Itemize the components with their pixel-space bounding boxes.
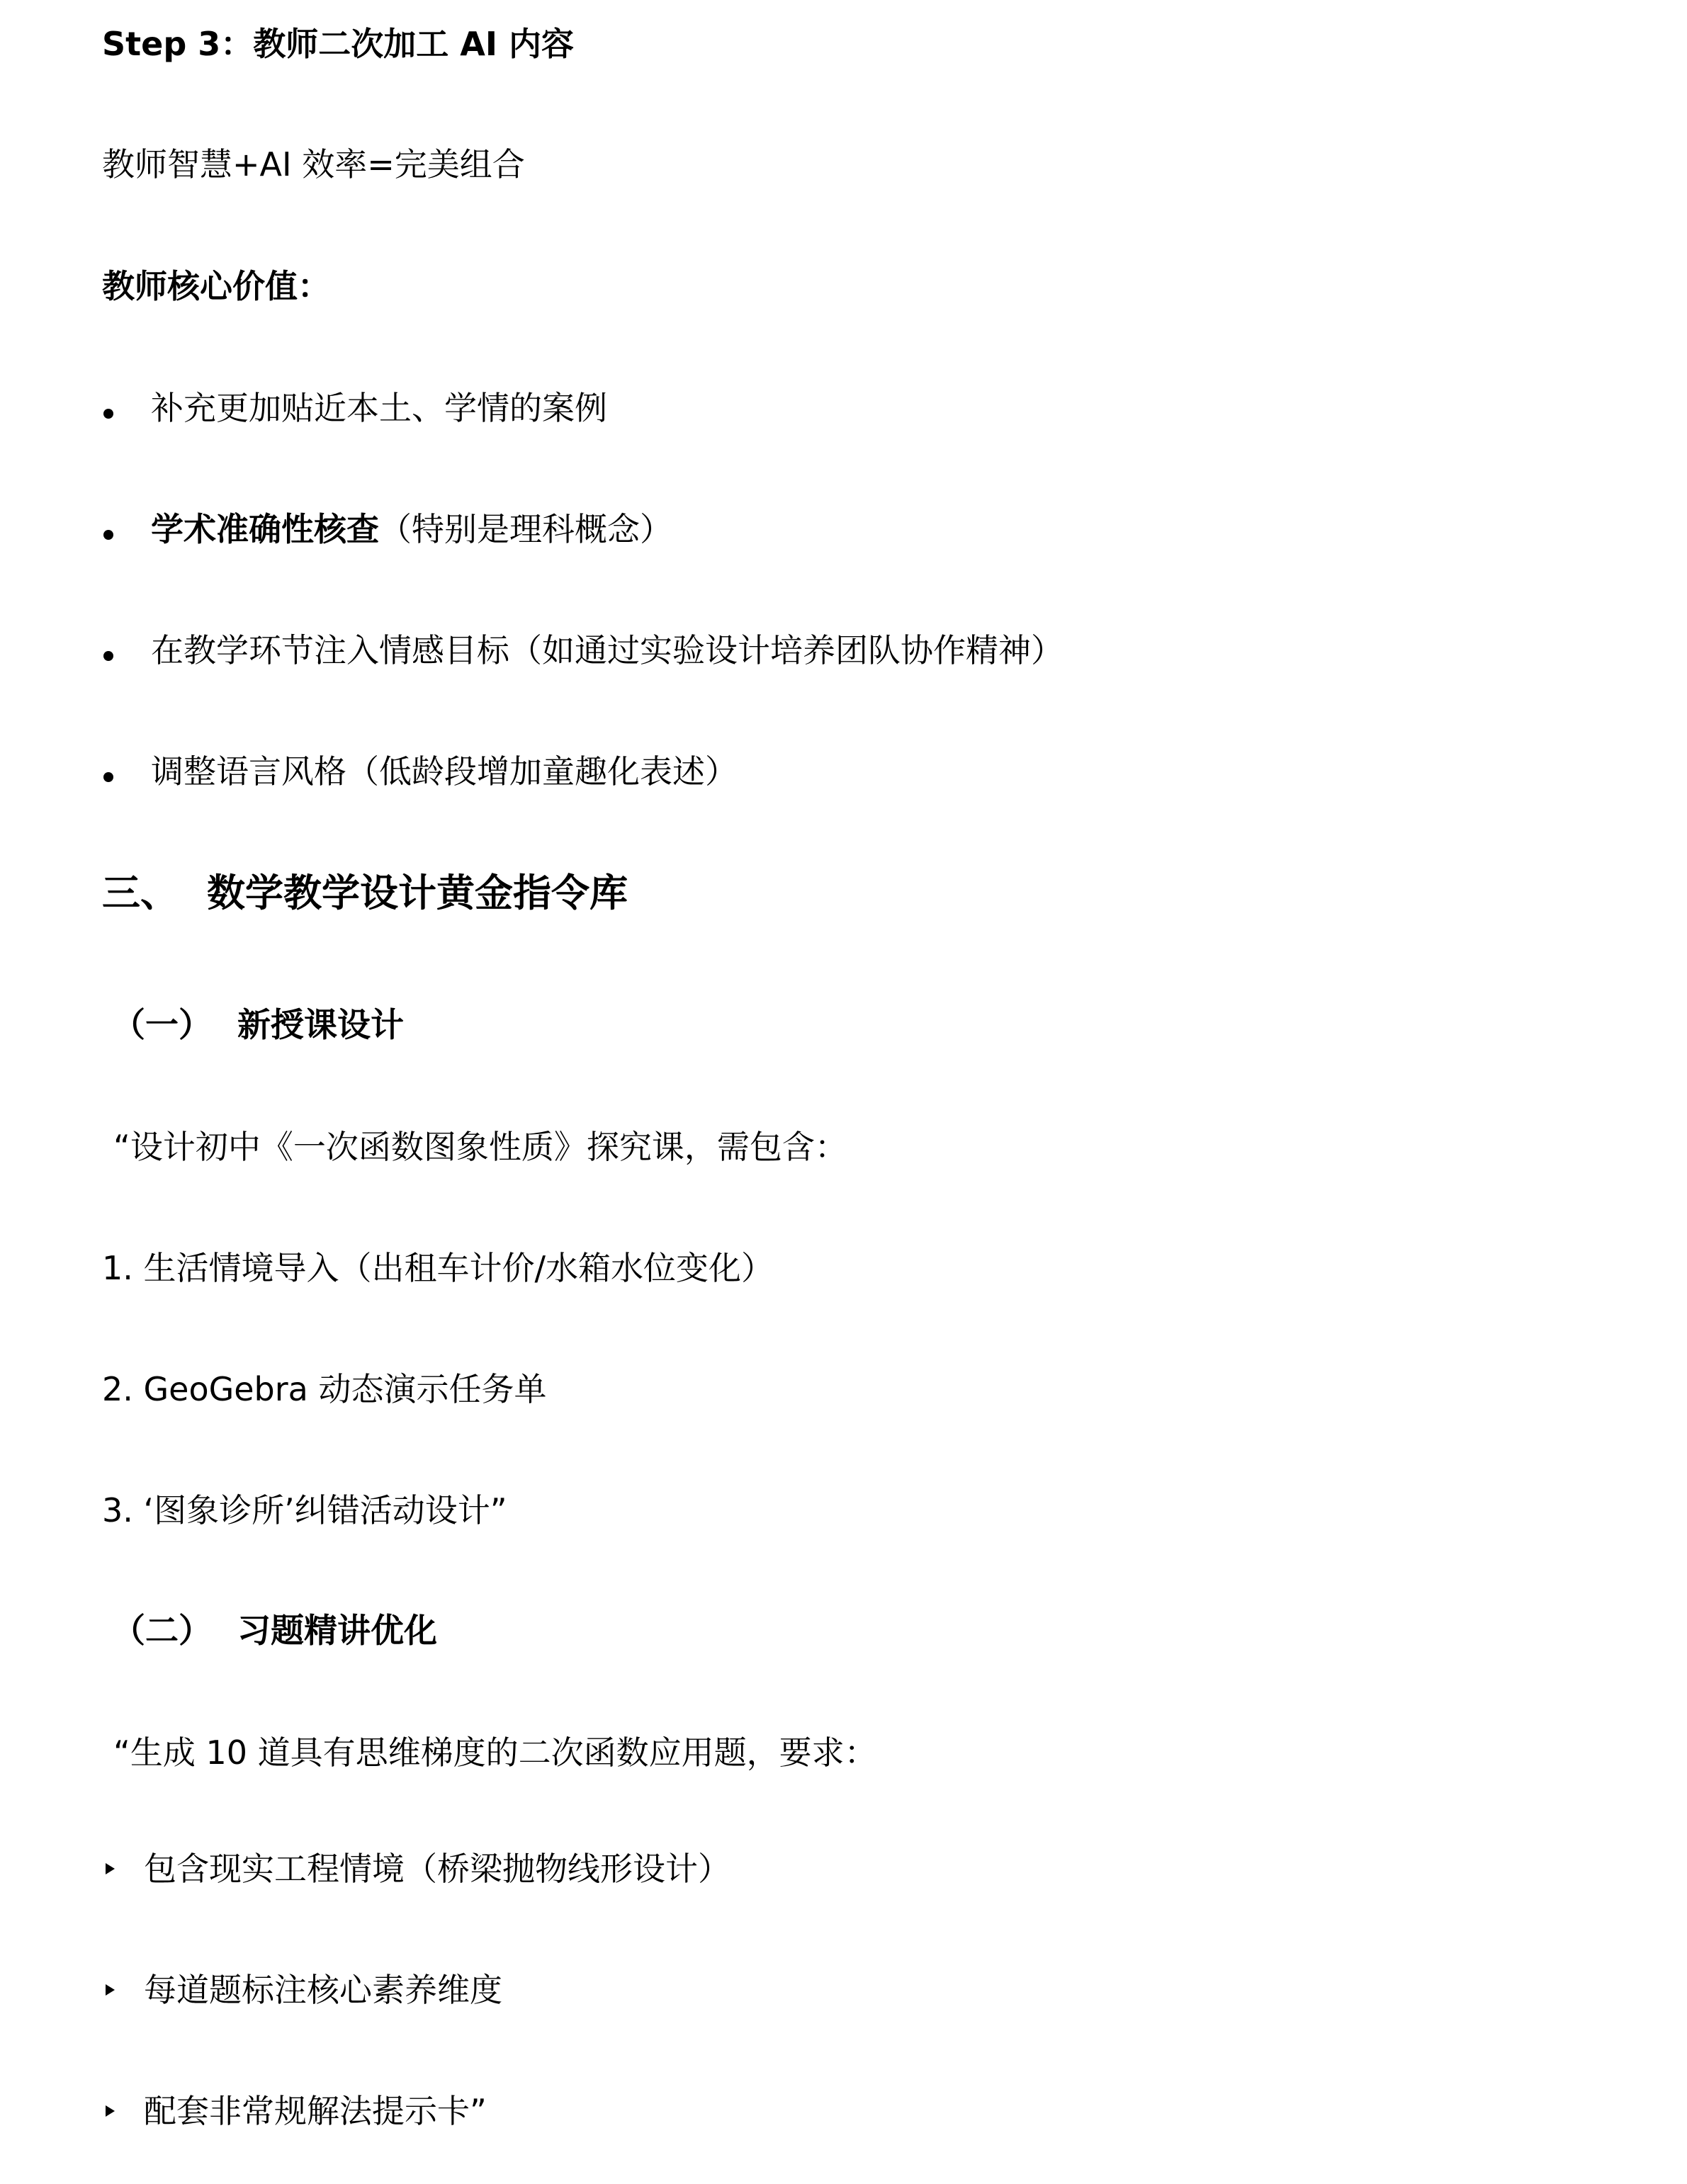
bullet-dot: [103, 772, 113, 782]
prompt-text: “设计初中《一次函数图象性质》探究课，需包含：: [113, 1128, 847, 1166]
triangle-bullet-icon: [106, 2105, 115, 2117]
section-title: 数学教学设计黄金指令库: [207, 871, 628, 915]
section-heading: [102, 868, 628, 918]
step-heading: Step 3：教师二次加工 AI 内容: [102, 25, 575, 63]
core-value-item-bold: 学术准确性核查: [151, 510, 379, 548]
core-value-item: 补充更加贴近本土、学情的案例: [151, 389, 607, 427]
subsection-title: 新授课设计: [237, 1006, 404, 1045]
numbered-item: 3. ‘图象诊所’纠错活动设计”: [102, 1491, 507, 1529]
requirement-item: 配套非常规解法提示卡”: [144, 2092, 487, 2130]
core-value-heading: 教师核心价值：: [102, 267, 330, 305]
numbered-item: 2. GeoGebra 动态演示任务单: [102, 1370, 547, 1408]
triangle-bullet-icon: [106, 1984, 115, 1996]
core-value-item: 在教学环节注入情感目标（如通过实验设计培养团队协作精神）: [151, 631, 1063, 669]
numbered-item: 1. 生活情境导入（出租车计价/水箱水位变化）: [102, 1249, 774, 1287]
requirement-item: 包含现实工程情境（桥梁抛物线形设计）: [144, 1850, 730, 1888]
subsection-number: （一）: [112, 1006, 212, 1045]
core-value-item-rest: （特别是理科概念）: [379, 510, 672, 548]
prompt-text: “生成 10 道具有思维梯度的二次函数应用题，要求：: [113, 1733, 877, 1772]
core-value-item: 调整语言风格（低龄段增加童趣化表述）: [151, 752, 738, 791]
section-number: 三、: [102, 871, 179, 915]
triangle-bullet-icon: [106, 1863, 115, 1874]
bullet-dot: [103, 651, 113, 661]
core-value-item: [151, 508, 672, 550]
subsection-heading: [112, 1610, 437, 1653]
bullet-dot: [103, 530, 113, 540]
subsection-number: （二）: [112, 1612, 212, 1651]
subsection-heading: [112, 1005, 404, 1047]
subsection-title: 习题精讲优化: [237, 1612, 437, 1651]
formula-text: 教师智慧+AI 效率=完美组合: [102, 145, 525, 183]
requirement-item: 每道题标注核心素养维度: [144, 1971, 502, 2009]
bullet-dot: [103, 409, 113, 419]
